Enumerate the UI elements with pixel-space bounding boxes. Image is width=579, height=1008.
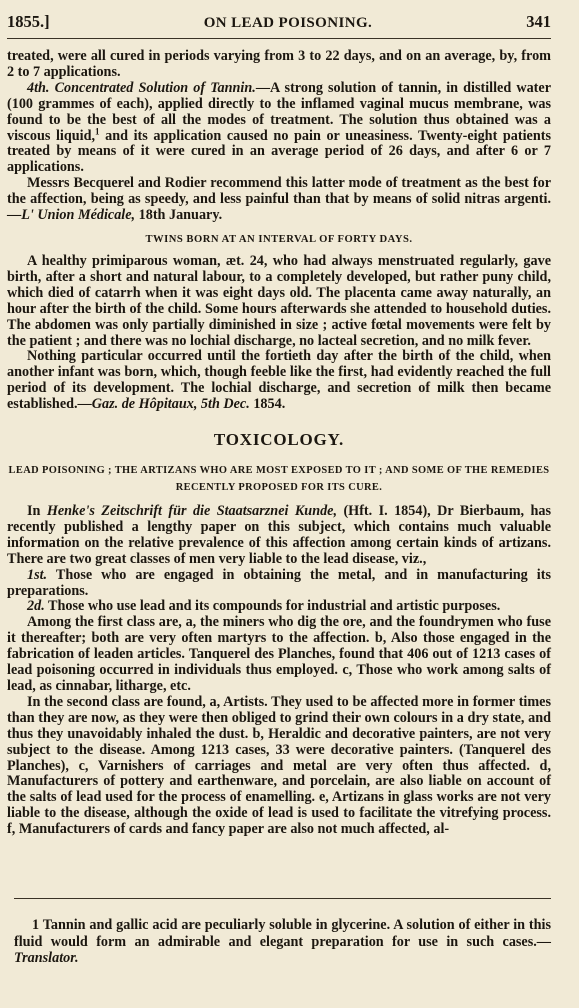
footnotes	[14, 898, 551, 967]
paragraph: 4th. Concentrated Solution of Tannin.—A strong solution of tannin, in distilled water (100 grammes of each), applied directly to the inflamed vaginal mucus membrane, was found to be the best of all the modes of treatment. The solution thus obtained was a viscous liquid,$^1$ and its application caused no pain or uneasiness. Twenty-eight patients treated by means of it were cured in an average period of 26 days, and after 6 or 7 applications.	[7, 79, 551, 176]
section-title: TOXICOLOGY.	[213, 430, 345, 450]
section-heading: TWINS BORN AT AN INTERVAL OF FORTY DAYS.	[145, 233, 413, 245]
paragraph: treated, were all cured in periods varying from 3 to 22 days, and on an average, by, from 2 to 7 applications.	[7, 48, 551, 80]
paragraph: Nothing particular occurred until the fortieth day after the birth of the child, when another infant was born, which, though feeble like the first, had evidently reached the full period of its development. The lochial discharge, and secretion of milk then became established.—Gaz. de Hôpitaux, 5th Dec. 1854.	[7, 348, 551, 413]
citation: Henke's Zeitschrift für die Staatsarznei Kunde,	[46, 503, 338, 520]
paragraph: In Henke's Zeitschrift für die Staatsarznei Kunde, (Hft. I. 1854), Dr Bierbaum, has recently published a lengthy paper on this subject, which contains much valuable information on the relative prevalence of this affection among certain kinds of artizans. There are two great classes of men very liable to the lead disease, viz.,	[7, 503, 551, 567]
list-item: 1st. Those who are engaged in obtaining the metal, and in manufacturing its preparations.	[7, 566, 551, 599]
footnote-marker: 1	[32, 917, 40, 933]
paragraph: Among the first class are, a, the miners who dig the ore, and the foundrymen who fuse it thereafter; both are very often martyrs to the affection. b, Also those engaged in the fabrication of leaden articles. Tanquerel des Planches, found that 406 out of 1213 cases of lead poisoning occurred in individuals thus employed. c, Those who work among salts of lead, as cinnabar, litharge, etc.	[7, 614, 551, 694]
paragraph: Messrs Becquerel and Rodier recommend this latter mode of treatment as the best for the affection, being as speedy, and less painful than that by means of solid nitras argenti.—L' Union Médicale, 18th January.	[7, 175, 551, 224]
footnote-ref: 1	[95, 125, 100, 136]
paragraph: In the second class are found, a, Artists. They used to be affected more in former times than they are now, as they were then obliged to grind their own colours in a dry state, and thus they unavoidably inhaled the dust. b, Heraldic and decorative painters, are not very subject to the disease. Among 1213 cases, 33 were decorative painters. (Tanquerel des Planches), c, Varnishers of carriages and metal are very often thus affected. d, Manufacturers of pottery and earthenware, and porcelain, are also liable on account of the salts of lead used for the process of enamelling. e, Artizans in glass works are not very liable to the disease, although the oxide of lead is used to facilitate the vitrefying process. f, Manufacturers of cards and fancy paper are also not much affected, al-	[7, 693, 551, 838]
page-number: 341	[526, 12, 551, 31]
treatment-heading: 4th. Concentrated Solution of Tannin.	[27, 79, 256, 96]
footnote: 1 Tannin and gallic acid are peculiarly soluble in glycerine. A solution of either in this fluid would form an admirable and elegant preparation for use in such cases.—Translator.	[14, 917, 551, 966]
list-item: 2d. Those who use lead and its compounds for industrial and artistic purposes.	[27, 598, 501, 615]
running-header	[7, 12, 551, 38]
paragraph: A healthy primiparous woman, æt. 24, who had always menstruated regularly, gave birth, after a short and natural labour, to a completely developed, but rather puny child, which died of catarrh when it was eight days old. The placenta came away naturally, an hour after the birth of the child. Some hours afterwards she attended to household duties. The abdomen was only partially diminished in size ; active fœtal movements were felt by the patient ; and there was no lochial discharge, no lacteal secretion, and no milk fever.	[7, 252, 551, 349]
running-title: ON LEAD POISONING.	[203, 15, 373, 31]
citation: L' Union Médicale,	[21, 207, 136, 224]
citation: Gaz. de Hôpitaux, 5th Dec.	[91, 396, 250, 413]
section-subheading: LEAD POISONING ; THE ARTIZANS WHO ARE MOST EXPOSED TO IT ; AND SOME OF THE REMEDIES RECENTLY PROPOSED FOR ITS CURE.	[8, 465, 550, 494]
header-rule	[7, 38, 551, 39]
year-label: 1855.]	[7, 12, 50, 31]
